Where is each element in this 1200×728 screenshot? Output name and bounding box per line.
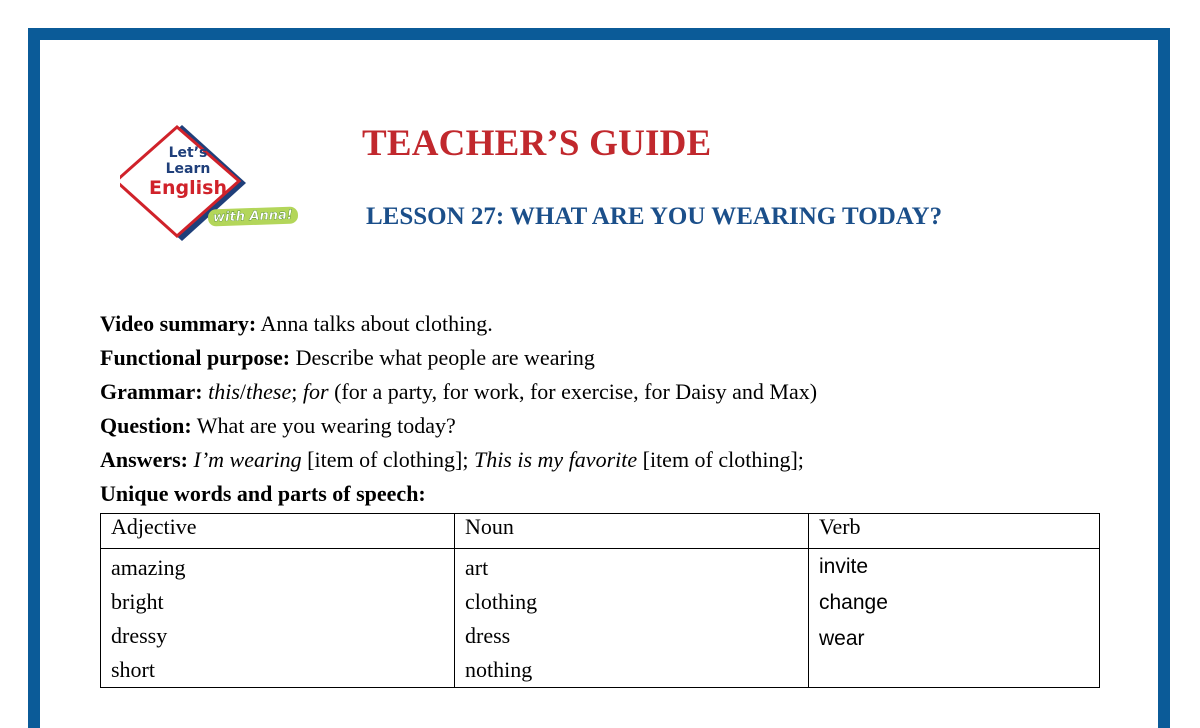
header-noun: Noun <box>455 514 809 549</box>
summary-label: Video summary: <box>100 311 257 336</box>
purpose-label: Functional purpose: <box>100 345 291 370</box>
list-item: change <box>819 591 888 614</box>
summary-text: Anna talks about clothing. <box>256 311 493 336</box>
logo-line-learn: Learn <box>165 161 211 177</box>
header-verb: Verb <box>809 514 1100 549</box>
logo-tagline: with Anna! <box>208 206 298 226</box>
list-item: dressy <box>111 623 168 648</box>
video-summary-row <box>100 307 817 341</box>
list-item: bright <box>111 589 164 614</box>
list-item: short <box>111 657 155 682</box>
unique-words-row <box>100 477 817 511</box>
answers-text-2: [item of clothing]; <box>637 447 804 472</box>
lesson-title: LESSON 27: WHAT ARE YOU WEARING TODAY? <box>366 203 943 230</box>
list-item: nothing <box>465 657 533 682</box>
answers-text-1: [item of clothing]; <box>301 447 474 472</box>
list-item: clothing <box>465 589 538 614</box>
grammar-text: (for a party, for work, for exercise, for Daisy and Max) <box>328 379 818 404</box>
list-item: dress <box>465 623 511 648</box>
functional-purpose-row <box>100 341 817 375</box>
table-row <box>101 549 1100 688</box>
answers-row <box>100 443 817 477</box>
question-label: Question: <box>100 413 192 438</box>
header-adjective: Adjective <box>101 514 455 549</box>
grammar-label: Grammar: <box>100 379 203 404</box>
logo-wordmark <box>140 145 236 199</box>
vocabulary-table <box>100 513 1100 688</box>
grammar-slash: / <box>239 379 247 404</box>
noun-cell <box>455 549 809 688</box>
grammar-these: these <box>246 379 292 404</box>
grammar-for: for <box>302 379 329 404</box>
question-row <box>100 409 817 443</box>
list-item: art <box>465 555 489 580</box>
adjective-cell <box>101 549 455 688</box>
verb-cell <box>809 549 1100 688</box>
unique-words-label: Unique words and parts of speech: <box>100 481 426 506</box>
grammar-row <box>100 375 817 409</box>
page-title: TEACHER’S GUIDE <box>362 123 712 164</box>
grammar-this: this <box>208 379 240 404</box>
answers-phrase-1: I’m wearing <box>193 447 302 472</box>
question-text: What are you wearing today? <box>191 413 456 438</box>
logo-line-lets: Let’s <box>168 145 208 161</box>
lets-learn-english-logo <box>120 123 320 243</box>
answers-phrase-2: This is my favorite <box>473 447 638 472</box>
list-item: invite <box>819 555 869 578</box>
answers-label: Answers: <box>100 447 188 472</box>
list-item: wear <box>819 627 865 650</box>
grammar-semicolon: ; <box>291 379 303 404</box>
list-item: amazing <box>111 555 186 580</box>
lesson-info <box>100 307 817 511</box>
logo-line-english: English <box>149 177 227 199</box>
purpose-text: Describe what people are wearing <box>290 345 595 370</box>
table-header-row <box>101 514 1100 549</box>
